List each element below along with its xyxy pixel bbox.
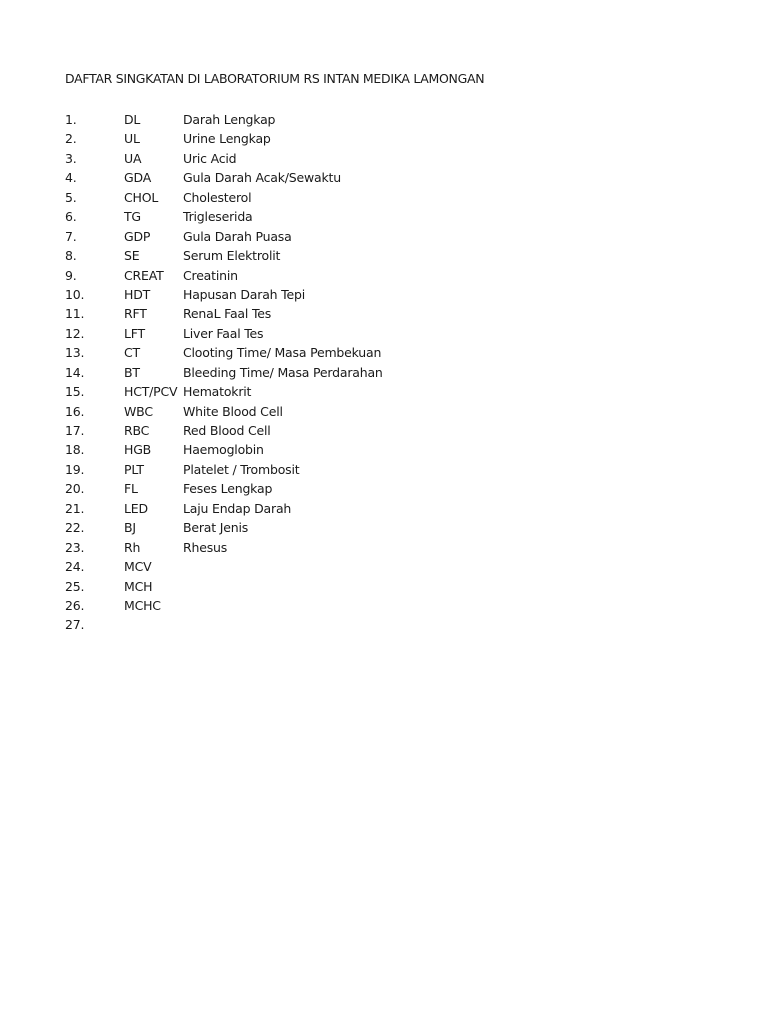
item-description: Hapusan Darah Tepi bbox=[183, 286, 305, 302]
item-description: Serum Elektrolit bbox=[183, 248, 281, 264]
item-abbreviation: LFT bbox=[124, 325, 145, 341]
item-number: 24. bbox=[65, 559, 85, 575]
item-number: 16. bbox=[65, 403, 85, 419]
item-number: 7. bbox=[65, 228, 77, 244]
item-number: 27. bbox=[65, 617, 85, 633]
item-number: 19. bbox=[65, 461, 85, 477]
item-description: Urine Lengkap bbox=[183, 131, 271, 147]
item-abbreviation: UL bbox=[124, 131, 140, 147]
item-abbreviation: CHOL bbox=[124, 189, 159, 205]
item-abbreviation: MCH bbox=[124, 578, 153, 594]
item-abbreviation: LED bbox=[124, 500, 148, 516]
item-number: 18. bbox=[65, 442, 85, 458]
item-abbreviation: HGB bbox=[124, 442, 152, 458]
item-description: Red Blood Cell bbox=[183, 423, 271, 438]
item-number: 17. bbox=[65, 423, 85, 438]
item-description: Bleeding Time/ Masa Perdarahan bbox=[183, 364, 383, 380]
item-description: Trigleserida bbox=[183, 209, 253, 225]
item-number: 1. bbox=[65, 112, 77, 127]
item-abbreviation: HDT bbox=[124, 286, 151, 302]
item-abbreviation: TG bbox=[124, 209, 141, 225]
item-description: Cholesterol bbox=[183, 189, 252, 205]
item-abbreviation: UA bbox=[124, 150, 142, 166]
item-number: 12. bbox=[65, 325, 85, 341]
item-number: 2. bbox=[65, 131, 77, 147]
item-abbreviation: FL bbox=[124, 481, 138, 497]
item-abbreviation: RFT bbox=[124, 306, 147, 322]
item-abbreviation: MCHC bbox=[124, 597, 161, 613]
item-number: 14. bbox=[65, 364, 85, 380]
item-abbreviation: HCT/PCV bbox=[124, 384, 178, 400]
item-description: Laju Endap Darah bbox=[183, 500, 292, 516]
item-abbreviation: DL bbox=[124, 112, 141, 127]
item-description: Creatinin bbox=[183, 267, 238, 283]
item-abbreviation: RBC bbox=[124, 423, 150, 438]
item-number: 13. bbox=[65, 345, 85, 361]
item-description: White Blood Cell bbox=[183, 403, 283, 419]
item-abbreviation: CT bbox=[124, 345, 140, 361]
item-description: Rhesus bbox=[183, 539, 228, 555]
item-abbreviation: BT bbox=[124, 364, 140, 380]
item-description: Darah Lengkap bbox=[183, 112, 276, 127]
item-description: Berat Jenis bbox=[183, 520, 249, 536]
item-number: 11. bbox=[65, 306, 85, 322]
item-abbreviation: CREAT bbox=[124, 267, 164, 283]
item-description: Uric Acid bbox=[183, 150, 237, 166]
item-description: Hematokrit bbox=[183, 384, 252, 400]
item-abbreviation: GDA bbox=[124, 170, 152, 186]
item-description: Gula Darah Acak/Sewaktu bbox=[183, 170, 341, 186]
document-title: DAFTAR SINGKATAN DI LABORATORIUM RS INTAN MEDIKA LAMONGAN bbox=[65, 71, 485, 86]
item-abbreviation: GDP bbox=[124, 228, 151, 244]
item-description: RenaL Faal Tes bbox=[183, 306, 272, 322]
item-number: 9. bbox=[65, 267, 77, 283]
item-number: 5. bbox=[65, 189, 77, 205]
item-description: Clooting Time/ Masa Pembekuan bbox=[183, 345, 382, 361]
item-abbreviation: SE bbox=[124, 248, 140, 264]
item-description: Haemoglobin bbox=[183, 442, 264, 458]
item-number: 23. bbox=[65, 539, 85, 555]
item-abbreviation: PLT bbox=[124, 461, 144, 477]
item-description: Feses Lengkap bbox=[183, 481, 273, 497]
item-number: 25. bbox=[65, 578, 85, 594]
item-abbreviation: Rh bbox=[124, 539, 141, 555]
item-number: 8. bbox=[65, 248, 77, 264]
item-number: 21. bbox=[65, 500, 85, 516]
item-abbreviation: BJ bbox=[124, 520, 136, 536]
item-number: 10. bbox=[65, 286, 85, 302]
item-abbreviation: MCV bbox=[124, 559, 152, 575]
item-description: Gula Darah Puasa bbox=[183, 228, 292, 244]
item-number: 6. bbox=[65, 209, 77, 225]
item-description: Liver Faal Tes bbox=[183, 325, 264, 341]
item-number: 4. bbox=[65, 170, 77, 186]
item-number: 20. bbox=[65, 481, 85, 497]
item-number: 15. bbox=[65, 384, 85, 400]
item-description: Platelet / Trombosit bbox=[183, 461, 300, 477]
item-abbreviation: WBC bbox=[124, 403, 153, 419]
item-number: 3. bbox=[65, 150, 77, 166]
item-number: 26. bbox=[65, 597, 85, 613]
item-number: 22. bbox=[65, 520, 85, 536]
